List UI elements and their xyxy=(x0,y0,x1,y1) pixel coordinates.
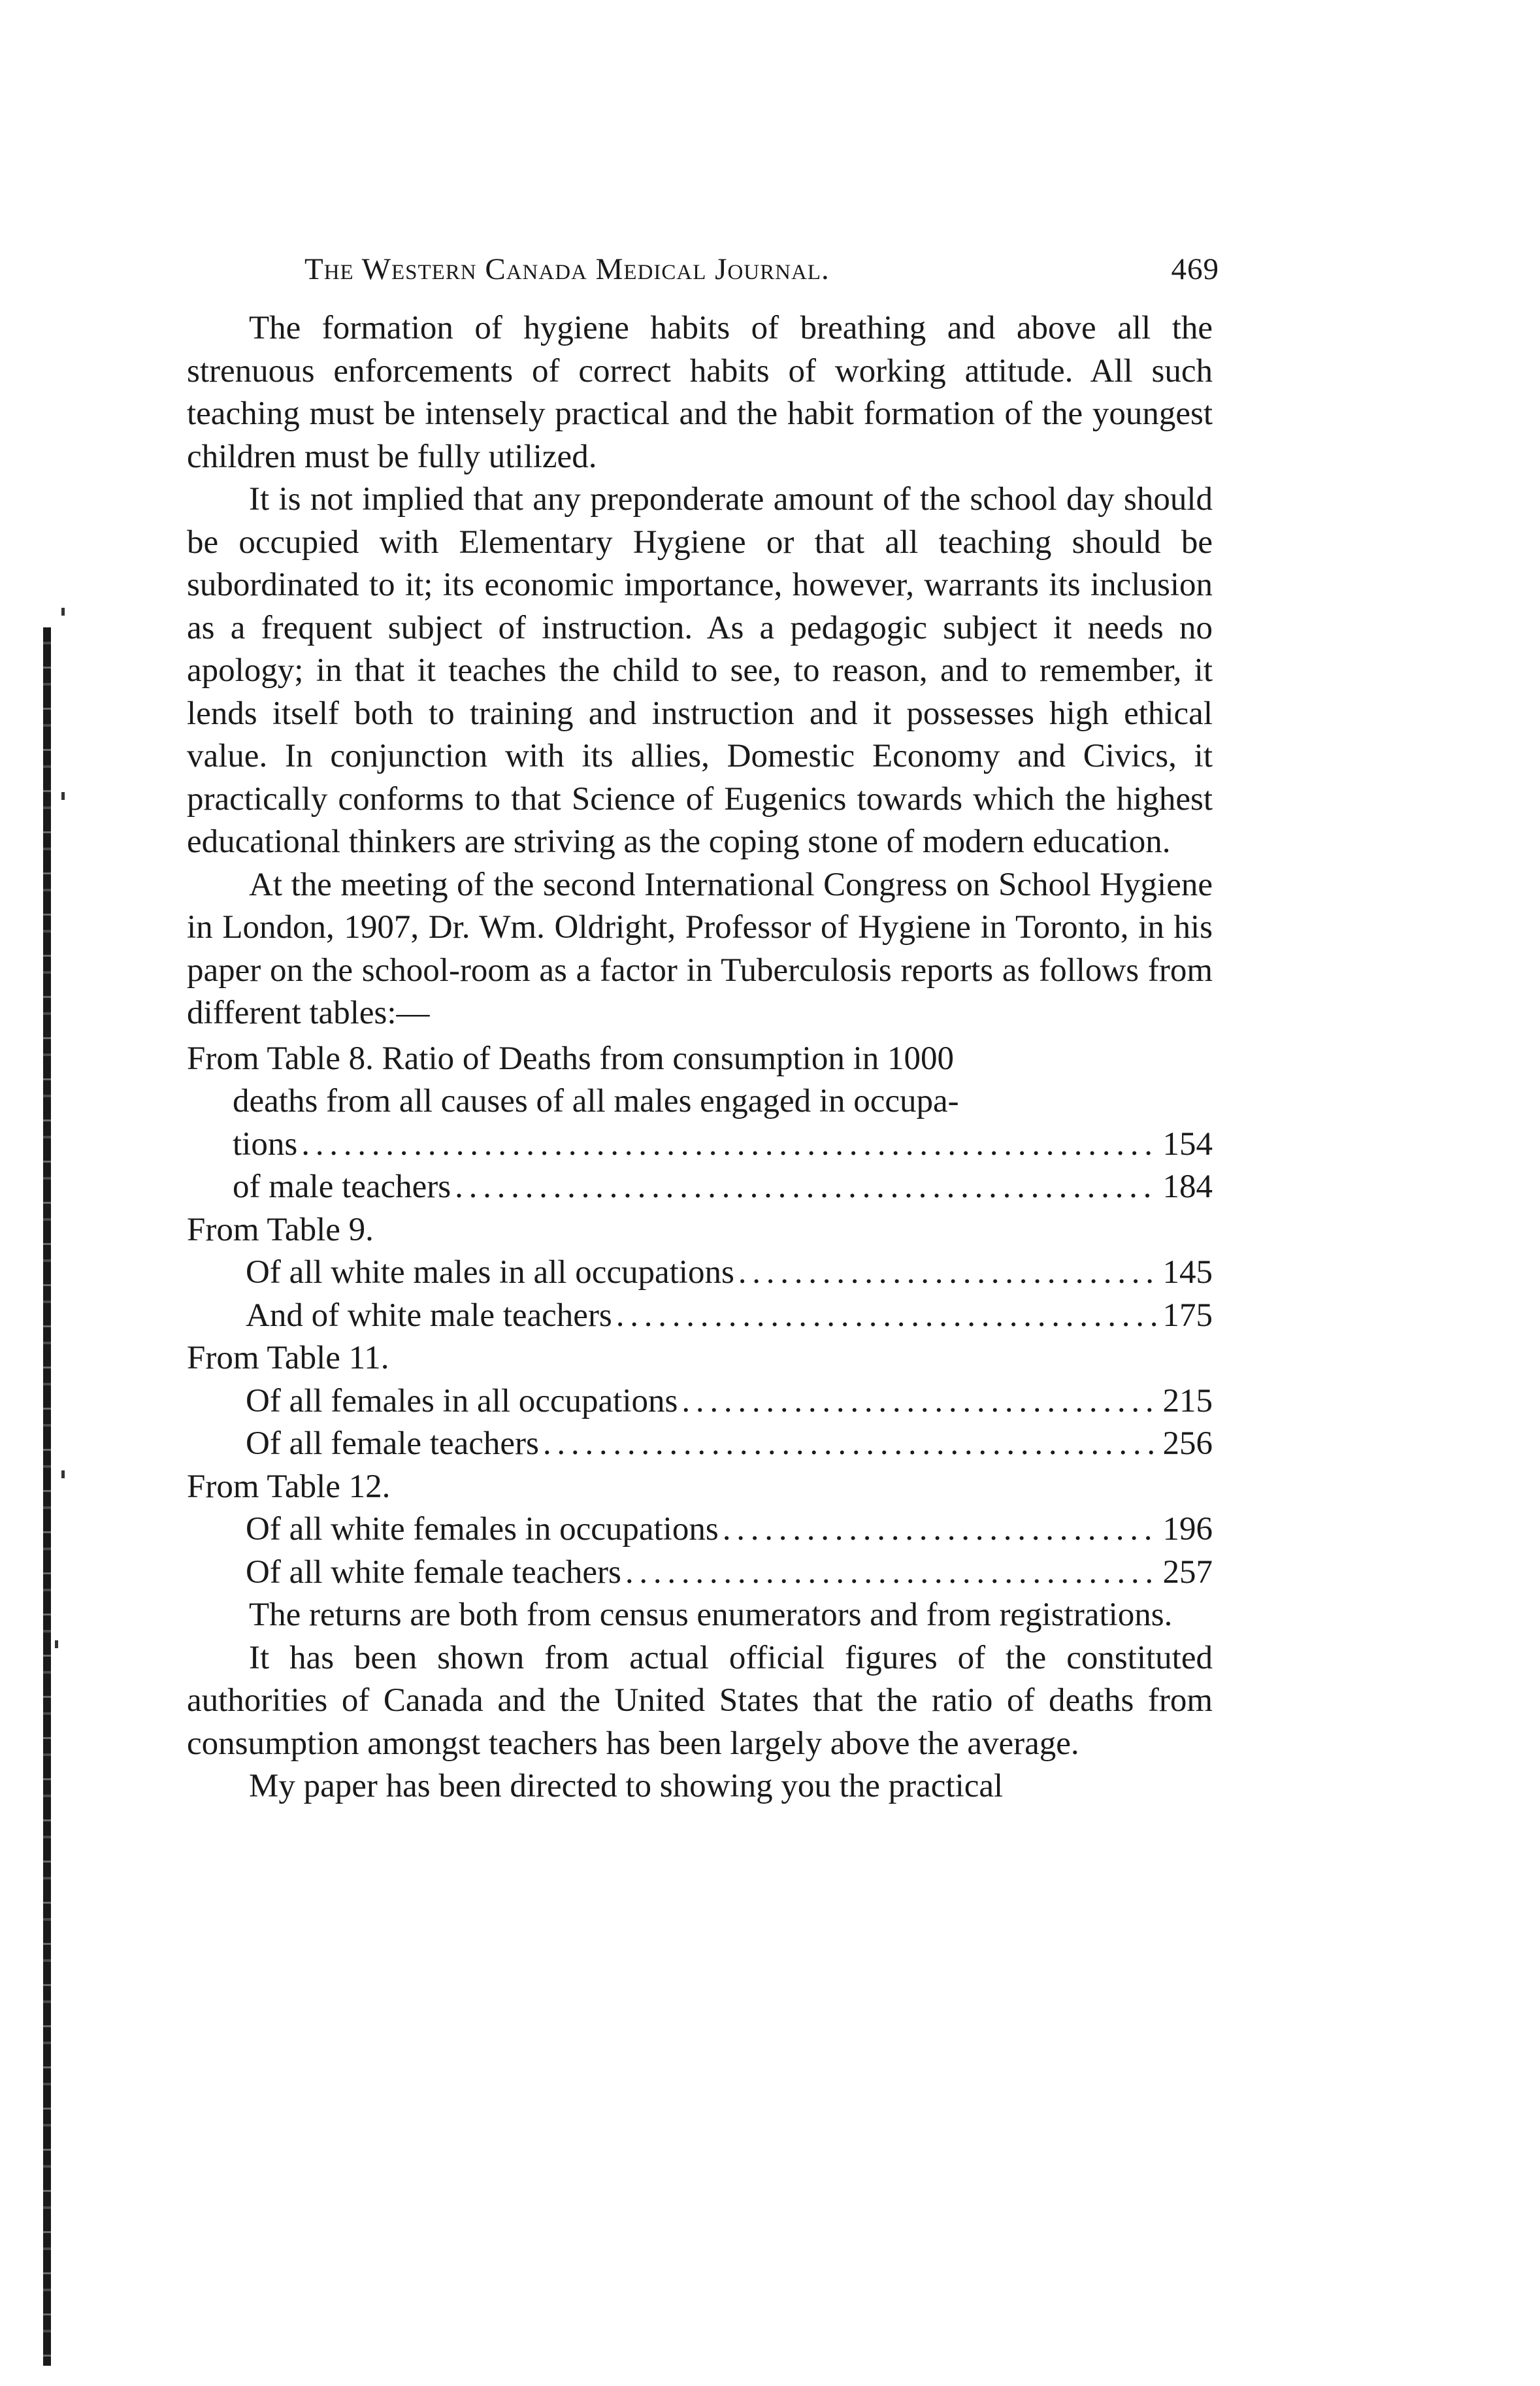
paragraph-hygiene-habits: The formation of hygiene habits of breathing and above all the strenuous enforcements of correct habits of working attitude. All such teaching must be intensely practical and the habit formation of the youngest children must be fully utilized. xyxy=(187,310,1213,475)
dot-leader xyxy=(301,1123,1156,1167)
row-label: And of white male teachers xyxy=(246,1297,612,1334)
scan-speck xyxy=(61,1470,65,1478)
dot-leader xyxy=(543,1423,1156,1466)
row-label: Of all white males in all occupations xyxy=(246,1254,734,1291)
table-9-heading: From Table 9. xyxy=(187,1211,374,1248)
table-row xyxy=(187,1123,1213,1167)
row-value: 256 xyxy=(1162,1425,1213,1462)
table-9-block xyxy=(187,1209,1213,1338)
table-8-heading: From Table 8. Ratio of Deaths from consumption in 1000 xyxy=(187,1040,955,1077)
table-8-continuation: deaths from all causes of all males engaged in occupa- xyxy=(233,1083,959,1119)
table-8-block xyxy=(187,1038,1213,1209)
paragraph-elementary-hygiene: It is not implied that any preponderate amount of the school day should be occupied with Elementary Hygiene or that all teaching should be subordinated to it; its economic importance, however, warrants its inclusion as a frequent subject of instruction. As a pedagogic subject it needs no apology; in that it teaches the child to see, to reason, and to remember, it lends itself both to training and instruction and it possesses high ethical value. In conjunction with its allies, Domestic Economy and Civics, it practically conforms to that Science of Eugenics towards which the highest educational thinkers are striving as the coping stone of modern education. xyxy=(187,481,1213,860)
table-12-heading: From Table 12. xyxy=(187,1468,391,1505)
table-row xyxy=(187,1551,1213,1595)
paragraph-returns-note: The returns are both from census enumerators and from registrations. xyxy=(249,1597,1173,1633)
row-value: 196 xyxy=(1162,1511,1213,1548)
row-value: 215 xyxy=(1162,1382,1213,1419)
dot-leader xyxy=(455,1166,1156,1209)
dot-leader xyxy=(723,1508,1156,1551)
mortality-tables xyxy=(187,1038,1213,1595)
scan-speck xyxy=(61,608,65,616)
journal-title: The Western Canada Medical Journal. xyxy=(304,252,830,286)
table-row xyxy=(187,1380,1213,1423)
table-row xyxy=(187,1508,1213,1551)
row-label: Of all white females in occupations xyxy=(246,1511,719,1548)
table-row xyxy=(187,1295,1213,1338)
row-label: Of all females in all occupations xyxy=(246,1382,678,1419)
table-11-block xyxy=(187,1337,1213,1466)
paragraph-official-figures: It has been shown from actual official figures of the constituted authorities of Canada and the United States that the ratio of deaths from consumption amongst teachers has been largely above the average. xyxy=(187,1639,1213,1762)
row-label: Of all female teachers xyxy=(246,1425,539,1462)
table-row xyxy=(187,1423,1213,1466)
scan-speck xyxy=(55,1640,58,1648)
row-value: 257 xyxy=(1162,1553,1213,1591)
dot-leader xyxy=(616,1295,1156,1338)
dot-leader xyxy=(625,1551,1156,1595)
paragraph-practical: My paper has been directed to showing you the practical xyxy=(249,1768,1004,1804)
row-label: tions xyxy=(233,1125,298,1163)
scanned-page-edge xyxy=(43,627,51,2366)
page-number: 469 xyxy=(1171,252,1219,286)
table-11-heading: From Table 11. xyxy=(187,1340,389,1376)
table-row xyxy=(187,1251,1213,1295)
row-label: of male teachers xyxy=(233,1168,451,1205)
scan-speck xyxy=(61,792,65,800)
paragraph-congress: At the meeting of the second International Congress on School Hygiene in London, 1907, Dr. Wm. Oldright, Professor of Hygiene in Toronto, in his paper on the school-room as a factor in Tuberculosis reports as follows from different tables:— xyxy=(187,866,1213,1031)
row-value: 154 xyxy=(1162,1125,1213,1163)
row-value: 175 xyxy=(1162,1297,1213,1334)
table-12-block xyxy=(187,1466,1213,1595)
dot-leader xyxy=(738,1251,1156,1295)
row-value: 145 xyxy=(1162,1254,1213,1291)
table-row xyxy=(187,1166,1213,1209)
journal-page xyxy=(187,248,1219,1808)
running-head xyxy=(304,248,1219,307)
dot-leader xyxy=(681,1380,1156,1423)
row-value: 184 xyxy=(1162,1168,1213,1205)
row-label: Of all white female teachers xyxy=(246,1553,621,1591)
